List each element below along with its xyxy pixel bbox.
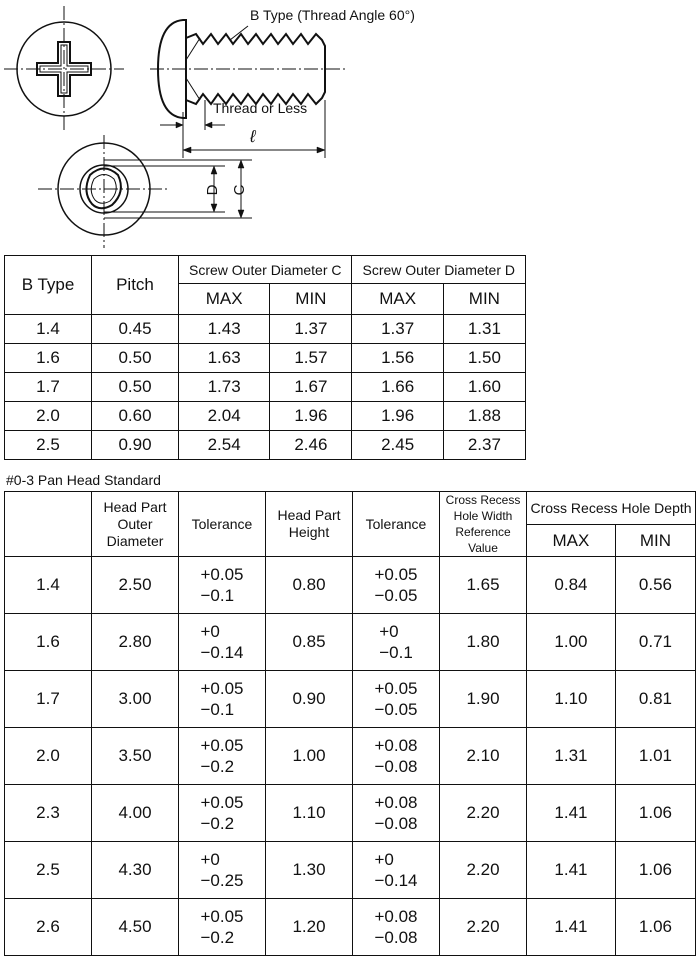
cell-tolerance <box>179 899 266 956</box>
cell: 1.57 <box>270 344 352 373</box>
table-row <box>5 402 526 431</box>
cell: 2.45 <box>352 431 443 460</box>
cell: 1.4 <box>5 315 92 344</box>
tolerance-pair <box>200 849 243 891</box>
cell-height: 1.30 <box>266 842 353 899</box>
header-screw-outer-diameter-c: Screw Outer Diameter C <box>179 256 352 284</box>
cell: 1.7 <box>5 373 92 402</box>
cell-width: 2.20 <box>440 842 527 899</box>
header-head-outer-diameter <box>92 492 179 557</box>
cell: 1.96 <box>270 402 352 431</box>
header-text: Outer <box>117 515 153 532</box>
cell: 1.6 <box>5 344 92 373</box>
cell-max: 1.10 <box>527 671 616 728</box>
cell: 1.96 <box>352 402 443 431</box>
tolerance-upper: +0.08 <box>374 907 418 926</box>
table-row <box>5 671 696 728</box>
table-row <box>5 899 696 956</box>
cell-max: 1.31 <box>527 728 616 785</box>
tolerance-lower: −0.1 <box>200 700 235 719</box>
tolerance-pair <box>379 621 413 663</box>
tolerance-lower: −0.2 <box>200 928 235 947</box>
b-type-thread-table <box>4 255 526 460</box>
cell-size: 2.0 <box>5 728 92 785</box>
cell-tolerance <box>353 728 440 785</box>
cell-tolerance <box>179 785 266 842</box>
screw-side-view <box>150 20 345 158</box>
tolerance-pair <box>374 564 417 606</box>
tolerance-lower: −0.05 <box>374 700 418 719</box>
cell-size: 2.5 <box>5 842 92 899</box>
cell: 1.73 <box>179 373 270 402</box>
table-row <box>5 315 526 344</box>
tolerance-lower: −0.1 <box>200 586 235 605</box>
header-d-max: MAX <box>352 284 443 315</box>
table-row <box>5 614 696 671</box>
tolerance-lower: −0.14 <box>374 871 418 890</box>
tolerance-lower: −0.08 <box>374 928 418 947</box>
tolerance-pair <box>200 621 243 663</box>
cell-tolerance <box>179 728 266 785</box>
cell-head-dia: 4.00 <box>92 785 179 842</box>
cell-width: 1.80 <box>440 614 527 671</box>
cell-tolerance <box>353 842 440 899</box>
cell: 1.37 <box>352 315 443 344</box>
cell-width: 2.20 <box>440 785 527 842</box>
tolerance-lower: −0.14 <box>200 643 244 662</box>
pan-head-table-title: #0-3 Pan Head Standard <box>6 472 161 488</box>
cell-head-dia: 3.00 <box>92 671 179 728</box>
cell-width: 2.20 <box>440 899 527 956</box>
cell-tolerance <box>179 557 266 614</box>
cell-width: 1.90 <box>440 671 527 728</box>
cell: 1.43 <box>179 315 270 344</box>
tolerance-pair <box>374 906 417 948</box>
tolerance-pair <box>200 564 243 606</box>
header-tolerance-2: Tolerance <box>353 492 440 557</box>
cell: 1.50 <box>443 344 525 373</box>
cell: 1.37 <box>270 315 352 344</box>
cell-height: 0.80 <box>266 557 353 614</box>
cell-tolerance <box>179 671 266 728</box>
tolerance-pair <box>200 678 243 720</box>
header-depth-min: MIN <box>615 525 695 557</box>
cell: 0.45 <box>92 315 179 344</box>
header-text: Head Part <box>103 498 167 515</box>
tolerance-lower: −0.2 <box>200 757 235 776</box>
header-text: Hole Width <box>453 509 513 523</box>
cell-head-dia: 2.80 <box>92 614 179 671</box>
cell-size: 2.6 <box>5 899 92 956</box>
cell: 2.5 <box>5 431 92 460</box>
cell-tolerance <box>179 842 266 899</box>
tolerance-upper: +0.05 <box>200 736 244 755</box>
cell-min: 1.06 <box>615 842 695 899</box>
table-row <box>5 373 526 402</box>
header-head-height <box>266 492 353 557</box>
cell: 1.67 <box>270 373 352 402</box>
cell: 0.50 <box>92 344 179 373</box>
cell-size: 1.6 <box>5 614 92 671</box>
cell-size: 2.3 <box>5 785 92 842</box>
cell-max: 1.41 <box>527 785 616 842</box>
pan-head-standard-table <box>4 491 696 956</box>
header-d-min: MIN <box>443 284 525 315</box>
cell: 0.50 <box>92 373 179 402</box>
cell-width: 1.65 <box>440 557 527 614</box>
cell: 2.46 <box>270 431 352 460</box>
cell-height: 1.00 <box>266 728 353 785</box>
cell-height: 0.90 <box>266 671 353 728</box>
tolerance-pair <box>374 735 417 777</box>
tolerance-pair <box>200 735 243 777</box>
tolerance-lower: −0.25 <box>200 871 244 890</box>
tolerance-upper: +0.05 <box>200 793 244 812</box>
cell-max: 0.84 <box>527 557 616 614</box>
cell: 1.66 <box>352 373 443 402</box>
cell: 2.37 <box>443 431 525 460</box>
tolerance-upper: +0 <box>379 622 399 641</box>
tolerance-upper: +0.05 <box>200 679 244 698</box>
tolerance-pair <box>374 792 417 834</box>
header-depth-max: MAX <box>527 525 616 557</box>
header-size <box>5 492 92 557</box>
cell-min: 1.06 <box>615 899 695 956</box>
cell-head-dia: 3.50 <box>92 728 179 785</box>
cell-min: 0.81 <box>615 671 695 728</box>
cell: 1.88 <box>443 402 525 431</box>
cell: 1.56 <box>352 344 443 373</box>
screw-technical-drawing <box>0 0 700 252</box>
header-c-max: MAX <box>179 284 270 315</box>
table-row <box>5 728 696 785</box>
cell-min: 0.56 <box>615 557 695 614</box>
tolerance-lower: −0.08 <box>374 814 418 833</box>
cell-max: 1.41 <box>527 842 616 899</box>
cell-tolerance <box>353 614 440 671</box>
header-text: Cross Recess <box>445 493 521 507</box>
cell-head-dia: 4.30 <box>92 842 179 899</box>
tolerance-lower: −0.2 <box>200 814 235 833</box>
tolerance-upper: +0.08 <box>374 736 418 755</box>
c-label: C <box>231 184 248 196</box>
tolerance-lower: −0.05 <box>374 586 418 605</box>
tolerance-pair <box>374 849 417 891</box>
cell: 2.0 <box>5 402 92 431</box>
table-row <box>5 842 696 899</box>
cell-size: 1.7 <box>5 671 92 728</box>
thread-or-less-label: Thread or Less <box>213 100 308 116</box>
b-type-label: B Type (Thread Angle 60°) <box>250 7 415 23</box>
tolerance-upper: +0.08 <box>374 793 418 812</box>
length-label: ℓ <box>250 127 256 146</box>
cell-height: 1.20 <box>266 899 353 956</box>
cell-height: 1.10 <box>266 785 353 842</box>
cell-tolerance <box>353 671 440 728</box>
table-row <box>5 785 696 842</box>
header-c-min: MIN <box>270 284 352 315</box>
cell-min: 1.06 <box>615 785 695 842</box>
tolerance-upper: +0.05 <box>200 565 244 584</box>
cell: 2.54 <box>179 431 270 460</box>
tolerance-lower: −0.08 <box>374 757 418 776</box>
cell: 0.60 <box>92 402 179 431</box>
cell: 1.63 <box>179 344 270 373</box>
tolerance-upper: +0.05 <box>374 565 418 584</box>
header-b-type: B Type <box>5 256 92 315</box>
header-text: Head Part <box>277 507 341 523</box>
header-tolerance-1: Tolerance <box>179 492 266 557</box>
tolerance-pair <box>200 906 243 948</box>
cell-head-dia: 4.50 <box>92 899 179 956</box>
tolerance-upper: +0 <box>200 622 220 641</box>
tolerance-upper: +0 <box>374 850 394 869</box>
cell-tolerance <box>353 785 440 842</box>
d-label: D <box>204 184 221 196</box>
cell: 2.04 <box>179 402 270 431</box>
table-row <box>5 431 526 460</box>
header-pitch: Pitch <box>92 256 179 315</box>
tolerance-lower: −0.1 <box>379 643 413 662</box>
cell-max: 1.41 <box>527 899 616 956</box>
cell-tolerance <box>179 614 266 671</box>
tolerance-upper: +0.05 <box>374 679 418 698</box>
cell-head-dia: 2.50 <box>92 557 179 614</box>
header-screw-outer-diameter-d: Screw Outer Diameter D <box>352 256 526 284</box>
header-text: Reference Value <box>455 525 511 555</box>
cell: 1.31 <box>443 315 525 344</box>
tolerance-pair <box>374 678 417 720</box>
cell: 0.90 <box>92 431 179 460</box>
tolerance-upper: +0.05 <box>200 907 244 926</box>
header-text: Height <box>288 524 330 540</box>
tolerance-pair <box>200 792 243 834</box>
table-row <box>5 557 696 614</box>
head-top-view <box>4 6 124 131</box>
cell-min: 0.71 <box>615 614 695 671</box>
header-recess-width <box>440 492 527 557</box>
cell-size: 1.4 <box>5 557 92 614</box>
cell-tolerance <box>353 899 440 956</box>
header-text: Diameter <box>106 532 164 549</box>
cell-width: 2.10 <box>440 728 527 785</box>
tolerance-upper: +0 <box>200 850 220 869</box>
cell-min: 1.01 <box>615 728 695 785</box>
cell: 1.60 <box>443 373 525 402</box>
header-recess-depth: Cross Recess Hole Depth <box>527 492 696 525</box>
cell-max: 1.00 <box>527 614 616 671</box>
cell-tolerance <box>353 557 440 614</box>
table-row <box>5 344 526 373</box>
cell-height: 0.85 <box>266 614 353 671</box>
